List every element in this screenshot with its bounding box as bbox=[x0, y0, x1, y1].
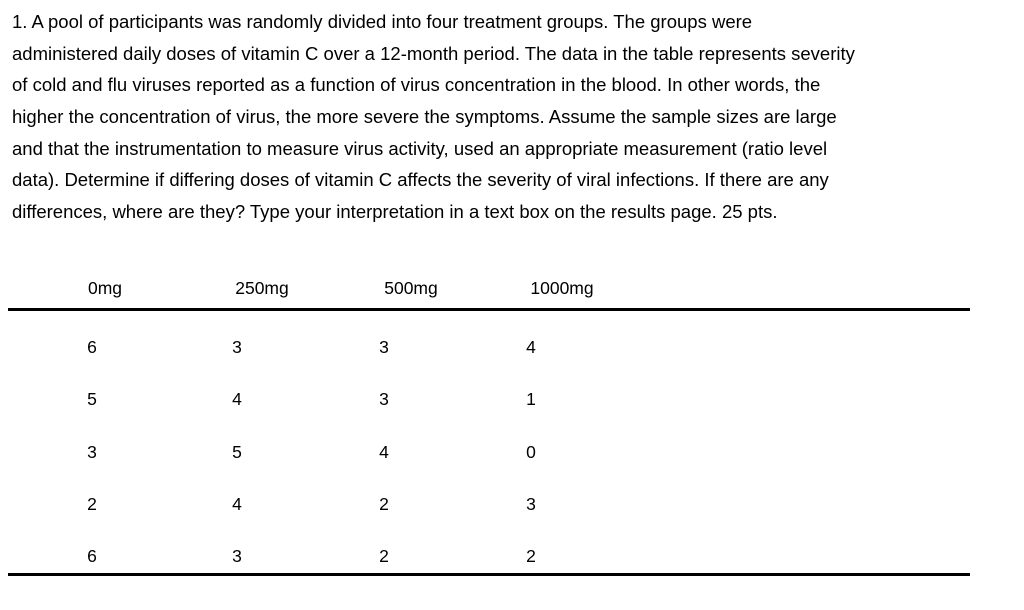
header-250mg: 250mg bbox=[235, 278, 289, 298]
table-row bbox=[8, 389, 970, 415]
table-cell: 4 bbox=[379, 442, 389, 462]
table-cell: 3 bbox=[232, 546, 242, 566]
table-cell: 6 bbox=[87, 546, 97, 566]
table-row bbox=[8, 442, 970, 468]
table-header-row bbox=[8, 278, 970, 304]
question-line: 1. A pool of participants was randomly divided into four treatment groups. The groups were bbox=[12, 11, 753, 32]
question-text bbox=[12, 6, 1002, 228]
table-row bbox=[8, 546, 970, 572]
table-cell: 3 bbox=[379, 337, 389, 357]
question-line: higher the concentration of virus, the more severe the symptoms. Assume the sample sizes are large bbox=[12, 106, 837, 128]
table-cell: 5 bbox=[87, 389, 97, 409]
table-cell: 2 bbox=[87, 494, 97, 514]
table-cell: 4 bbox=[526, 337, 536, 357]
question-line: data). Determine if differing doses of vitamin C affects the severity of viral infections. If there are any bbox=[12, 169, 829, 191]
table-cell: 3 bbox=[526, 494, 536, 514]
table-cell: 3 bbox=[379, 389, 389, 409]
table-row bbox=[8, 494, 970, 520]
table-cell: 3 bbox=[232, 337, 242, 357]
table-bottom-rule bbox=[8, 573, 970, 576]
question-line: differences, where are they? Type your interpretation in a text box on the results page. 25 pts. bbox=[12, 201, 778, 223]
question-line: of cold and flu viruses reported as a function of virus concentration in the blood. In other words, the bbox=[12, 74, 821, 96]
table-row bbox=[8, 337, 970, 363]
header-500mg: 500mg bbox=[384, 278, 438, 298]
table-cell: 1 bbox=[526, 389, 536, 409]
table-cell: 4 bbox=[232, 389, 242, 409]
dose-data-table bbox=[8, 270, 970, 580]
table-cell: 6 bbox=[87, 337, 97, 357]
table-cell: 4 bbox=[232, 494, 242, 514]
table-top-rule bbox=[8, 308, 970, 311]
question-line: and that the instrumentation to measure virus activity, used an appropriate measurement (ratio level bbox=[12, 137, 828, 159]
table-cell: 2 bbox=[379, 494, 389, 514]
table-cell: 2 bbox=[526, 546, 536, 566]
header-0mg: 0mg bbox=[87, 278, 123, 298]
table-cell: 3 bbox=[87, 442, 97, 462]
table-cell: 2 bbox=[379, 546, 389, 566]
header-1000mg: 1000mg bbox=[530, 278, 594, 298]
table-cell: 5 bbox=[232, 442, 242, 462]
table-cell: 0 bbox=[526, 442, 536, 462]
question-line: administered daily doses of vitamin C over a 12-month period. The data in the table represents severity bbox=[12, 42, 855, 64]
